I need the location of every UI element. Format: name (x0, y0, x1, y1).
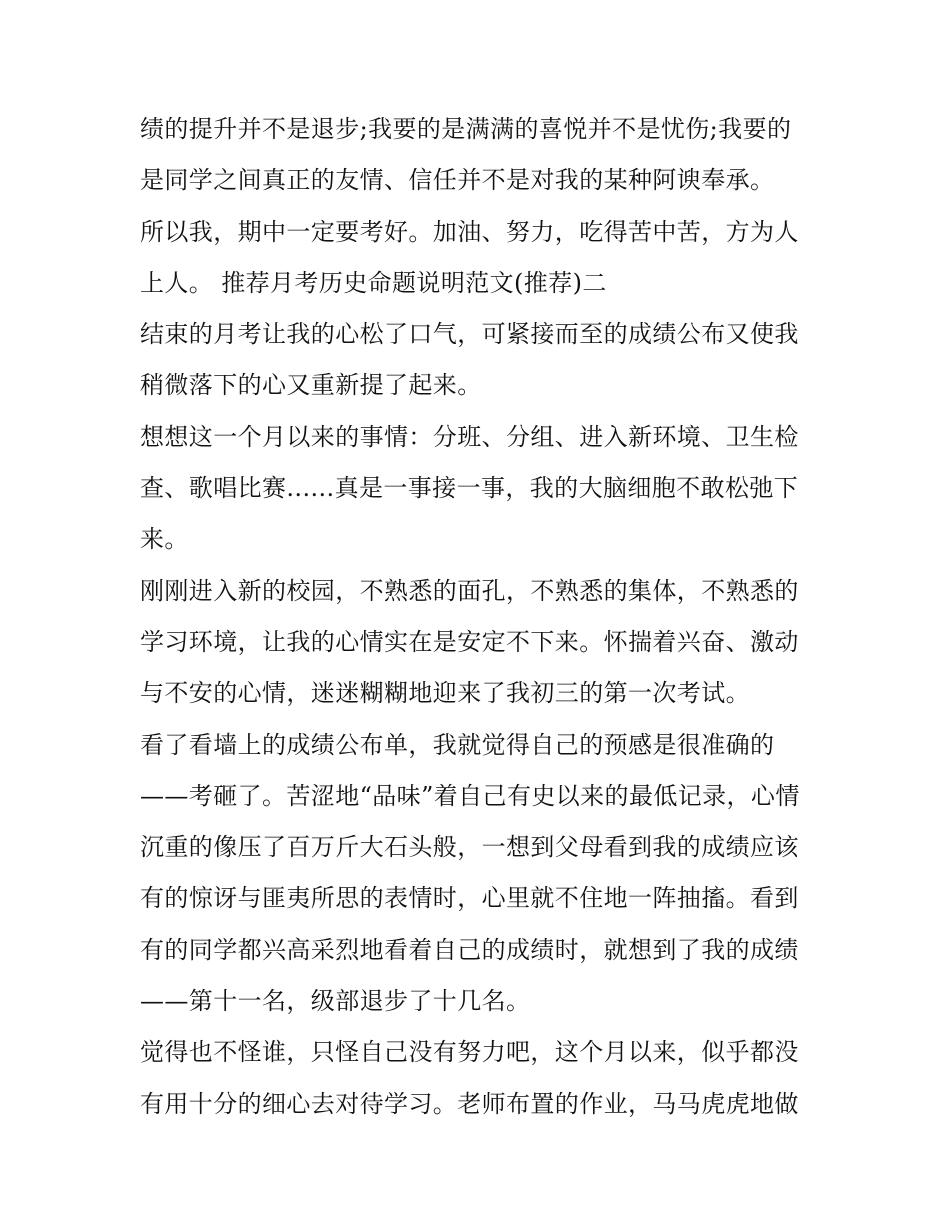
body-text (140, 104, 820, 1130)
text-line: 刚刚进入新的校园，不熟悉的面孔，不熟悉的集体，不熟悉的 (140, 576, 799, 605)
text-line: 所以我，期中一定要考好。加油、努力，吃得苦中苦，方为人 (140, 217, 799, 246)
text-line: 有的惊讶与匪夷所思的表情时，心里就不住地一阵抽搐。看到 (140, 884, 799, 913)
text-line: 有的同学都兴高采烈地看着自己的成绩时，就想到了我的成绩 (140, 935, 799, 964)
text-line: 想想这一个月以来的事情：分班、分组、进入新环境、卫生检 (140, 422, 799, 451)
text-line: 查、歌唱比赛......真是一事接一事，我的大脑细胞不敢松弛下 (140, 474, 799, 503)
text-line: ——第十一名，级部退步了十几名。 (140, 987, 531, 1016)
text-line: 是同学之间真正的友情、信任并不是对我的某种阿谀奉承。 (140, 166, 775, 195)
text-line: 有用十分的细心去对待学习。老师布置的作业，马马虎虎地做 (140, 1089, 799, 1118)
text-line: 稍微落下的心又重新提了起来。 (140, 371, 482, 400)
text-line: ——考砸了。苦涩地“品味”着自己有史以来的最低记录，心情 (140, 781, 800, 810)
text-line: 上人。 推荐月考历史命题说明范文(推荐)二 (140, 268, 607, 297)
text-line: 来。 (140, 525, 189, 554)
text-line: 结束的月考让我的心松了口气，可紧接而至的成绩公布又使我 (140, 320, 799, 349)
text-line: 沉重的像压了百万斤大石头般，一想到父母看到我的成绩应该 (140, 833, 799, 862)
text-line: 与不安的心情，迷迷糊糊地迎来了我初三的第一次考试。 (140, 679, 750, 708)
text-line: 学习环境，让我的心情实在是安定不下来。怀揣着兴奋、激动 (140, 627, 799, 656)
text-line: 看了看墙上的成绩公布单，我就觉得自己的预感是很准确的 (140, 730, 775, 759)
text-line: 觉得也不怪谁，只怪自己没有努力吧，这个月以来，似乎都没 (140, 1038, 799, 1067)
text-line: 绩的提升并不是退步;我要的是满满的喜悦并不是忧伤;我要的 (140, 115, 792, 143)
